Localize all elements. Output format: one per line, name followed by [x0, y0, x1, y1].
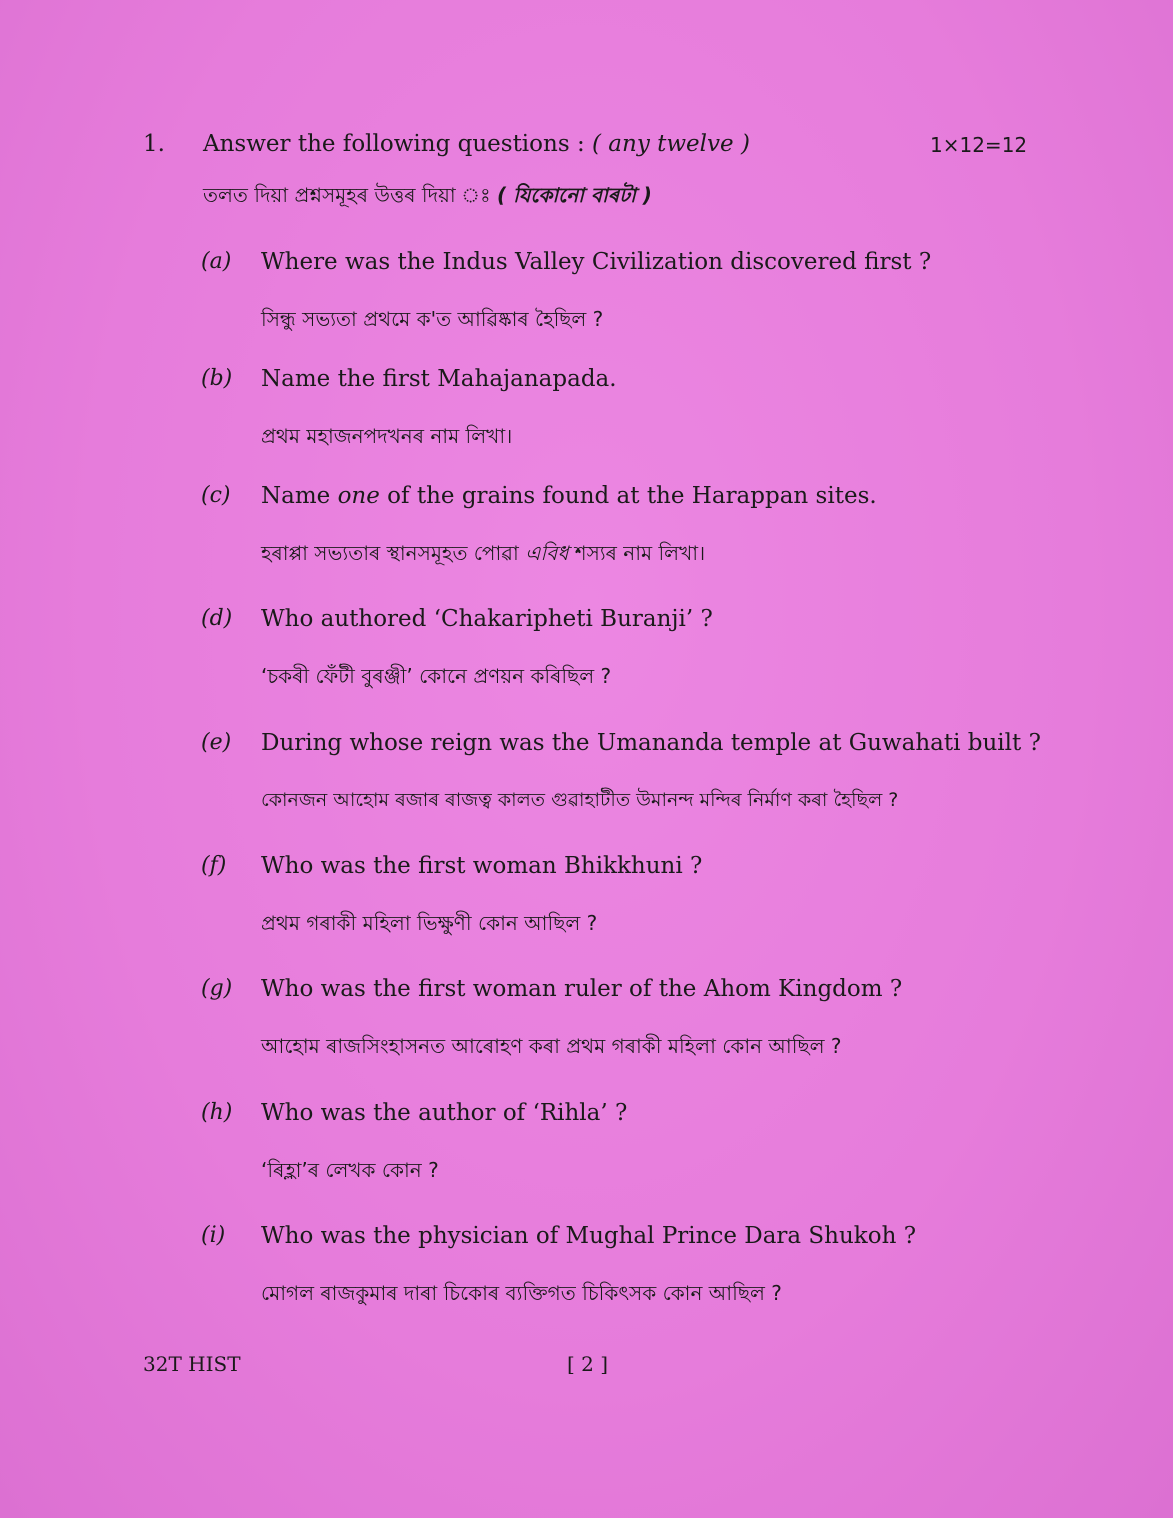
question-number: 1.	[143, 131, 165, 157]
question-label: (a)	[201, 249, 232, 274]
instruction-assamese	[203, 181, 652, 214]
emphasis: one	[337, 483, 380, 509]
question-label: (g)	[201, 976, 233, 1001]
question-english: Who was the first woman Bhikkhuni ?	[261, 853, 703, 879]
question-text: শস্যৰ নাম লিখা।	[568, 541, 706, 565]
paper-code: 32T HIST	[143, 1352, 241, 1376]
question-assamese: আহোম ৰাজসিংহাসনত আৰোহণ কৰা প্ৰথম গৰাকী মহিলা কোন আছিল ?	[261, 1034, 842, 1058]
question-label: (b)	[201, 366, 233, 391]
instruction-text: Answer the following questions :	[203, 131, 593, 157]
question-assamese: প্ৰথম গৰাকী মহিলা ভিক্ষুণী কোন আছিল ?	[261, 911, 598, 935]
question-english	[261, 483, 877, 509]
question-assamese	[261, 539, 705, 572]
question-english: Where was the Indus Valley Civilization discovered first ?	[261, 249, 932, 275]
question-english: Who was the physician of Mughal Prince Dara Shukoh ?	[261, 1223, 917, 1249]
question-english: Who authored ‘Chakaripheti Buranji’ ?	[261, 606, 713, 632]
question-assamese: মোগল ৰাজকুমাৰ দাৰা চিকোৰ ব্যক্তিগত চিকিৎসক কোন আছিল ?	[261, 1281, 782, 1305]
question-label: (d)	[201, 606, 233, 631]
emphasis: এবিধ	[525, 541, 569, 565]
instruction-as-choice: ( যিকোনো বাৰটা )	[497, 183, 652, 207]
question-label: (c)	[201, 483, 231, 508]
question-assamese: ‘চকৰী ফেঁটী বুৰঞ্জী’ কোনে প্ৰণয়ন কৰিছিল ?	[261, 664, 612, 688]
question-assamese: সিন্ধু সভ্যতা প্ৰথমে ক'ত আৱিষ্কাৰ হৈছিল ?	[261, 307, 604, 331]
question-assamese: ‘ৰিহ্লা’ৰ লেখক কোন ?	[261, 1158, 439, 1182]
question-text: Name	[261, 483, 338, 509]
question-text: of the grains found at the Harappan sites.	[379, 483, 877, 509]
question-label: (h)	[201, 1100, 233, 1125]
question-assamese: প্ৰথম মহাজনপদখনৰ নাম লিখা।	[261, 424, 513, 448]
question-label: (i)	[201, 1223, 226, 1248]
instruction-choice: ( any twelve )	[592, 131, 750, 157]
question-label: (e)	[201, 730, 232, 755]
question-english: Who was the first woman ruler of the Ahom Kingdom ?	[261, 976, 903, 1002]
question-english: During whose reign was the Umananda temple at Guwahati built ?	[261, 730, 1041, 756]
instruction-as-text: তলত দিয়া প্ৰশ্নসমূহৰ উত্তৰ দিয়া ঃ	[203, 183, 497, 207]
instruction-english	[203, 131, 750, 157]
marks-allocation: 1×12=12	[930, 133, 1028, 157]
question-label: (f)	[201, 853, 227, 878]
question-english: Name the first Mahajanapada.	[261, 366, 617, 392]
question-assamese: কোনজন আহোম ৰজাৰ ৰাজত্ব কালত গুৱাহাটীত উমানন্দ মন্দিৰ নিৰ্মাণ কৰা হৈছিল ?	[261, 789, 899, 811]
question-text: হৰাপ্পা সভ্যতাৰ স্থানসমূহত পোৱা	[261, 541, 526, 565]
question-english: Who was the author of ‘Rihla’ ?	[261, 1100, 628, 1126]
page-number: [ 2 ]	[567, 1352, 609, 1376]
